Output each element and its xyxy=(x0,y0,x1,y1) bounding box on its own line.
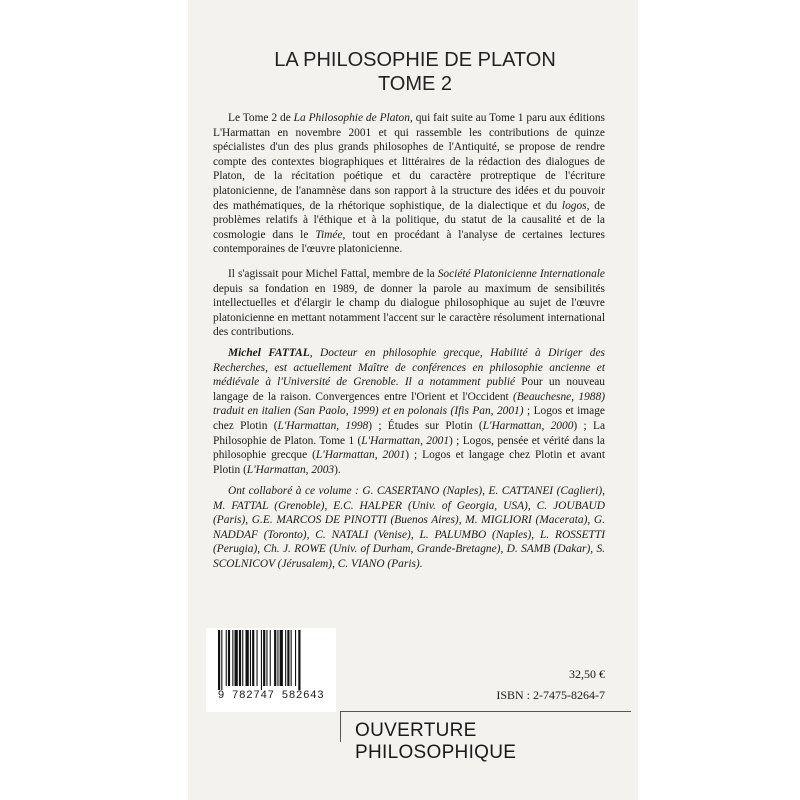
text-span: ) ; La Philosophie de Platon. Tome 1 ( xyxy=(213,419,606,447)
text-span-italic: L'Harmattan, 2000 xyxy=(482,419,574,432)
text-span: , qui fait suite au Tome 1 paru aux éditions L'Harmattan en novembre 2001 et qui rassemble les contributions de quinze spécialistes d'un des plus grands philosophes de l'Antiquité, se propose de rendre compte des contextes biographiques et littéraires de la rédaction des dialogues de Platon, de la récitation poétique et du caractère protreptique de l'écriture platonicienne, de l'anamnèse dans son rapport à la structure des idées et du pouvoir des mathématiques, de la rhétorique sophistique, de la dialectique et du xyxy=(213,112,605,212)
barcode xyxy=(206,628,336,712)
text-span: ) ; Logos, pensée et vérité dans la philosophie grecque ( xyxy=(213,434,605,462)
text-span: ; Logos et image chez Plotin ( xyxy=(213,405,605,432)
text-span-italic: Timée xyxy=(315,228,343,241)
series-name: OUVERTURE PHILOSOPHIQUE xyxy=(355,720,517,763)
text-span: , tout en procédant à l'analyse de certaines lectures contemporaines de l'œuvre platonicienne. xyxy=(213,228,605,256)
text-span-italic: logos xyxy=(561,199,587,212)
text-span: , de problèmes relatifs à l'éthique et à la politique, du statut de la causalité et de la cosmologie dans le xyxy=(213,199,605,241)
text-span: ) ; Études sur Plotin ( xyxy=(368,419,483,432)
text-span: Il s'agissait pour Michel Fattal, membre de la xyxy=(228,268,438,280)
text-span: depuis sa fondation en 1989, de donner la parole au maximum de sensibilités intellectuelles et d'élargir le champ du dialogue philosophique au sujet de l'œuvre platonicienne en mettant notamment l'accent sur le caractère résolument international des contributions. xyxy=(213,282,605,339)
text-span-italic: L'Harmattan, 2003 xyxy=(246,463,335,476)
book-title: LA PHILOSOPHIE DE PLATON xyxy=(274,49,556,71)
text-span-italic: Société Platonicienne Internationale xyxy=(437,268,605,280)
text-span-italic: L'Harmattan, 2001 xyxy=(361,434,450,447)
text-span-italic: La Philosophie de Platon xyxy=(293,112,410,124)
author-bio-paragraph xyxy=(213,346,605,477)
text-span: Pour un nouveau langage de la raison. Convergences entre l'Orient et l'Occident xyxy=(213,376,605,403)
book-volume: TOME 2 xyxy=(377,73,453,95)
text-span-italic: (Beauchesne, 1988) traduit en italien (San Paolo, 1999) et en polonais (Ifis Pan, 2001) xyxy=(213,390,605,418)
barcode-bars-icon xyxy=(206,628,336,690)
barcode-number: 9 782747 582643 xyxy=(217,690,325,702)
summary-paragraph xyxy=(213,111,605,257)
text-span: Le Tome 2 de xyxy=(228,112,294,124)
text-span: ). xyxy=(334,463,341,476)
contributors-paragraph xyxy=(213,484,605,572)
text-span: ) ; Logos et langage chez Plotin et avant Plotin ( xyxy=(213,449,605,476)
contributors-text: Ont collaboré à ce volume : G. CASERTANO (Naples), E. CATTANEI (Caglieri), M. FATTAL (Grenoble), E.C. HALPER (Univ. of Georgia, USA), C. JOUBAUD (Paris), G.E. MARCOS DE PINOTTI (Buenos Aires), M. MIGLIORI (Macerata), G. NADDAF (Toronto), C. NATALI (Venise), L. PALUMBO (Naples), L. ROSSETTI (Perugia), Ch. J. ROWE (Univ. of Durham, Grande-Bretagne), D. SAMB (Dakar), S. SCOLNICOV (Jérusalem), C. VIANO (Paris). xyxy=(213,485,605,570)
price: 32,50 € xyxy=(569,667,605,681)
series-logo xyxy=(340,711,631,763)
author-name: Michel FATTAL xyxy=(228,347,310,359)
purpose-paragraph xyxy=(213,267,605,340)
text-span-italic: L'Harmattan, 1998 xyxy=(277,419,369,432)
isbn: ISBN : 2-7475-8264-7 xyxy=(496,688,605,702)
text-span-italic: , Docteur en philosophie grecque, Habilité à Diriger des Recherches, est actuellement Maître de conférences en philosophie ancienne et médiévale à l'Université de Grenoble. Il a notamment publié xyxy=(213,347,605,389)
text-span-italic: L'Harmattan, 2001 xyxy=(315,449,406,462)
